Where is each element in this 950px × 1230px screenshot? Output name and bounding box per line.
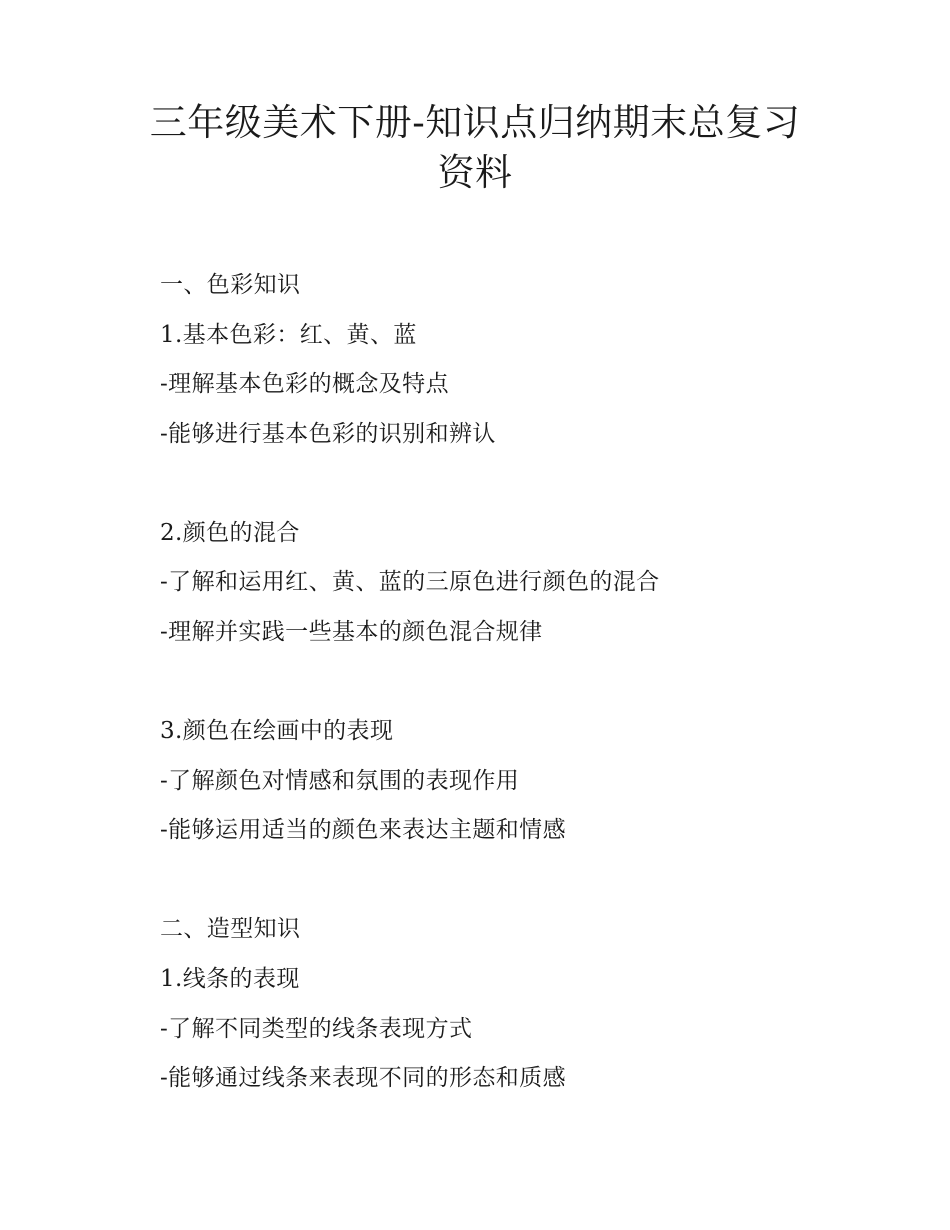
page-title-line-1: 三年级美术下册-知识点归纳期末总复习 (149, 101, 801, 144)
section-heading-color: 一、色彩知识 (160, 272, 301, 298)
bullet-item: -理解基本色彩的概念及特点 (160, 371, 449, 397)
bullet-item: -了解不同类型的线条表现方式 (160, 1016, 473, 1042)
subsection-heading: 2.颜色的混合 (160, 520, 300, 546)
bullet-item: -能够通过线条来表现不同的形态和质感 (160, 1065, 566, 1091)
bullet-item: -了解和运用红、黄、蓝的三原色进行颜色的混合 (160, 569, 660, 595)
bullet-item: -能够运用适当的颜色来表达主题和情感 (160, 817, 566, 843)
subsection-heading: 3.颜色在绘画中的表现 (160, 718, 394, 744)
bullet-item: -了解颜色对情感和氛围的表现作用 (160, 768, 520, 794)
subsection-heading: 1.基本色彩：红、黄、蓝 (160, 322, 417, 348)
bullet-item: -能够进行基本色彩的识别和辨认 (160, 421, 496, 447)
section-heading-shape: 二、造型知识 (160, 916, 301, 942)
bullet-item: -理解并实践一些基本的颜色混合规律 (160, 619, 543, 645)
subsection-heading: 1.线条的表现 (160, 966, 300, 992)
page-title-line-2: 资料 (437, 151, 513, 194)
